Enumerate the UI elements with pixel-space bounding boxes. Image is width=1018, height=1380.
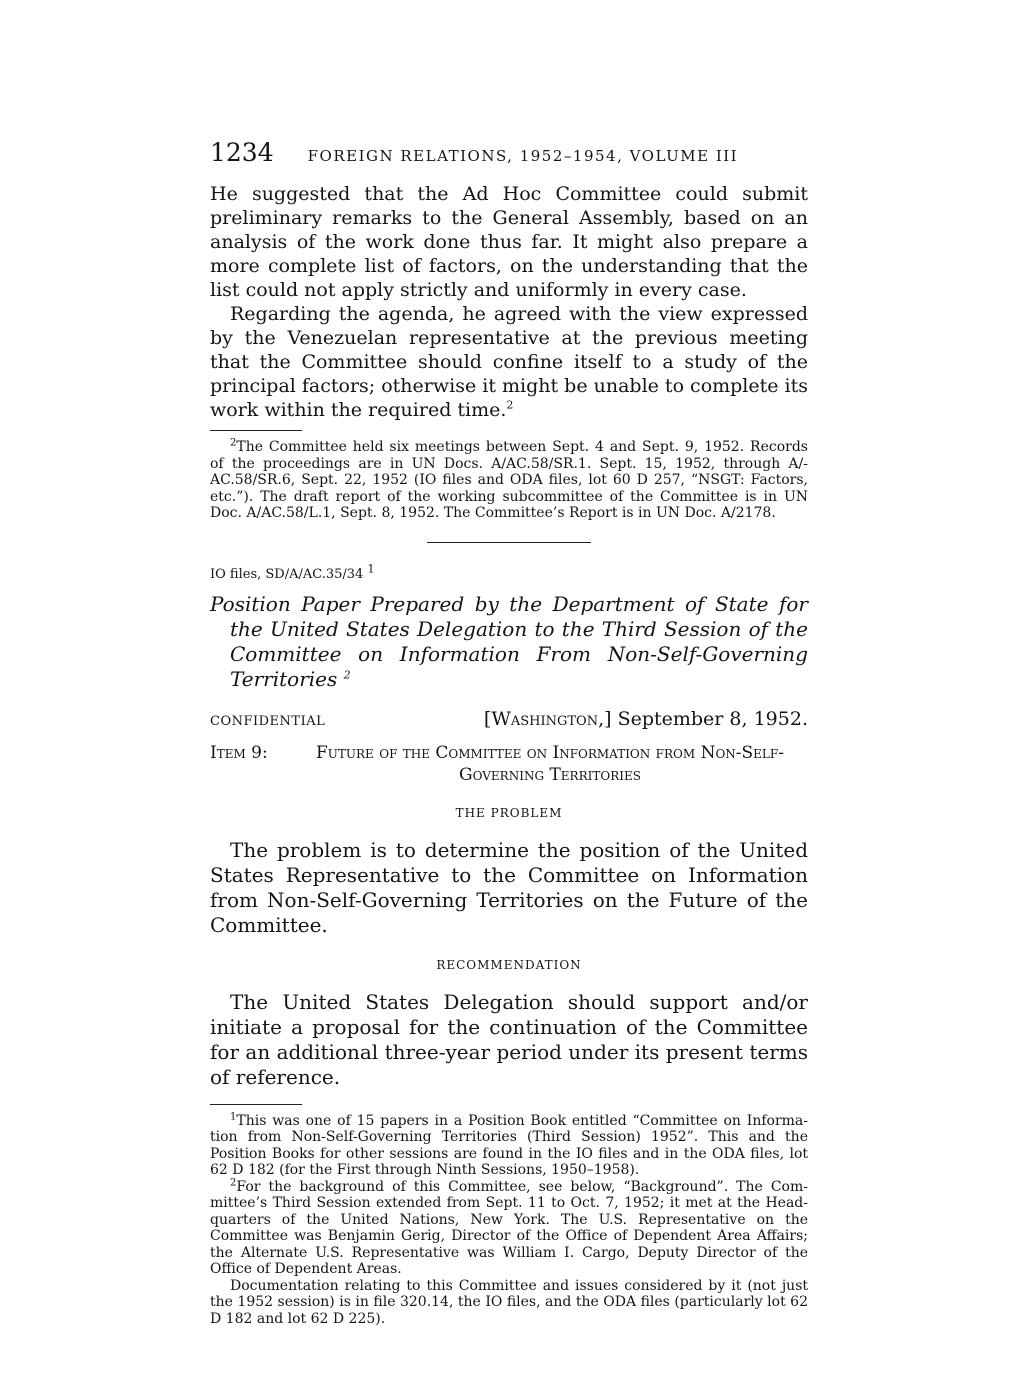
page-number: 1234 (210, 138, 274, 167)
continued-paragraph-2: Regarding the agenda, he agreed with the view expressed by the Venezuelan representative at the previous meeting that the Committee should confine itself to a study of the principal factors; otherwise it might be unable to complete its work within the required time.$^2$ (210, 303, 809, 421)
problem-heading: THE PROBLEM (455, 805, 563, 820)
footnote-1: $^1$This was one of 15 papers in a Position Book entitled “Committee on Information from Non-Self-Governing Territories (Third Session) 1952”. This and the Position Books for other sessions are found in the IO files and in the ODA files, lot 62 D 182 (for the First through Ninth Sessions, 1950–1958). (210, 1110, 808, 1178)
date: September 8, 1952. (617, 707, 808, 730)
running-head-title: FOREIGN RELATIONS, 1952–1954, VOLUME III (307, 147, 739, 165)
section-divider (427, 542, 591, 543)
place: [Washington,] (483, 707, 612, 730)
agenda-item-label: Item 9: (210, 742, 268, 763)
continued-paragraph-1: He suggested that the Ad Hoc Committee could submit preliminary remarks to the General Assembly, based on an analysis of the work done thus far. It might also prepare a more complete list of factors, on the understanding that the list could not apply strictly and uniformly in every case. (210, 183, 808, 301)
footnote-reference: 2 (506, 398, 514, 412)
footnote-2: $^2$For the background of this Committee, see below, “Background”. The Committee’s Third Session extended from Sept. 11 to Oct. 7, 1952; it met at the Headquarters of the United Nations, New York. The U.S. Representative on the Committee was Benjamin Gerig, Director of the Office of Dependent Area Affairs; the Alternate U.S. Representative was William I. Cargo, Deputy Director of the Office of Dependent Areas. (210, 1176, 808, 1277)
running-head (210, 138, 808, 182)
document-title: Position Paper Prepared by the Department of State for the United States Delegation to the Third Session of the Committee on Information From Non-Self-Governing Territories $^2$ (210, 591, 808, 691)
recommendation-heading: RECOMMENDATION (436, 957, 582, 972)
recommendation-text: The United States Delegation should support and/or initiate a proposal for the continuation of the Committee for an additional three-year period under its present terms of reference. (210, 989, 808, 1089)
document-page (210, 138, 808, 1327)
footnote-divider-bottom (210, 1104, 302, 1105)
footnote-2-continued: Documentation relating to this Committee and issues considered by it (not just the 1952 session) is in file 320.14, the IO files, and the ODA files (particularly lot 62 D 182 and lot 62 D 225). (210, 1277, 808, 1327)
classification-label: CONFIDENTIAL (210, 713, 326, 729)
footnote-divider (210, 430, 302, 431)
title-footnote-reference: 2 (343, 667, 351, 681)
dateline (210, 708, 808, 730)
document-source: IO files, SD/A/AC.35/34 $^1$ (210, 562, 375, 582)
problem-text: The problem is to determine the position of the United States Representative to the Committee on Information from Non-Self-Governing Territories on the Future of the Committee. (210, 837, 808, 937)
place-and-date (484, 708, 808, 730)
agenda-item (210, 742, 808, 786)
source-footnote-reference: 1 (367, 562, 375, 576)
agenda-item-subject: Future of the Committee on Information from Non-Self-Governing Territories (316, 742, 784, 785)
footnote-2-previous: $^2$The Committee held six meetings between Sept. 4 and Sept. 9, 1952. Records of the proceedings are in UN Docs. A/AC.58/SR.1. Sept. 15, 1952, through A/-AC.58/SR.6, Sept. 22, 1952 (IO files and ODA files, lot 60 D 257, “NSGT: Factors, etc.”). The draft report of the working subcommittee of the Committee is in UN Doc. A/AC.58/L.1, Sept. 8, 1952. The Committee’s Report is in UN Doc. A/2178. (210, 437, 808, 521)
